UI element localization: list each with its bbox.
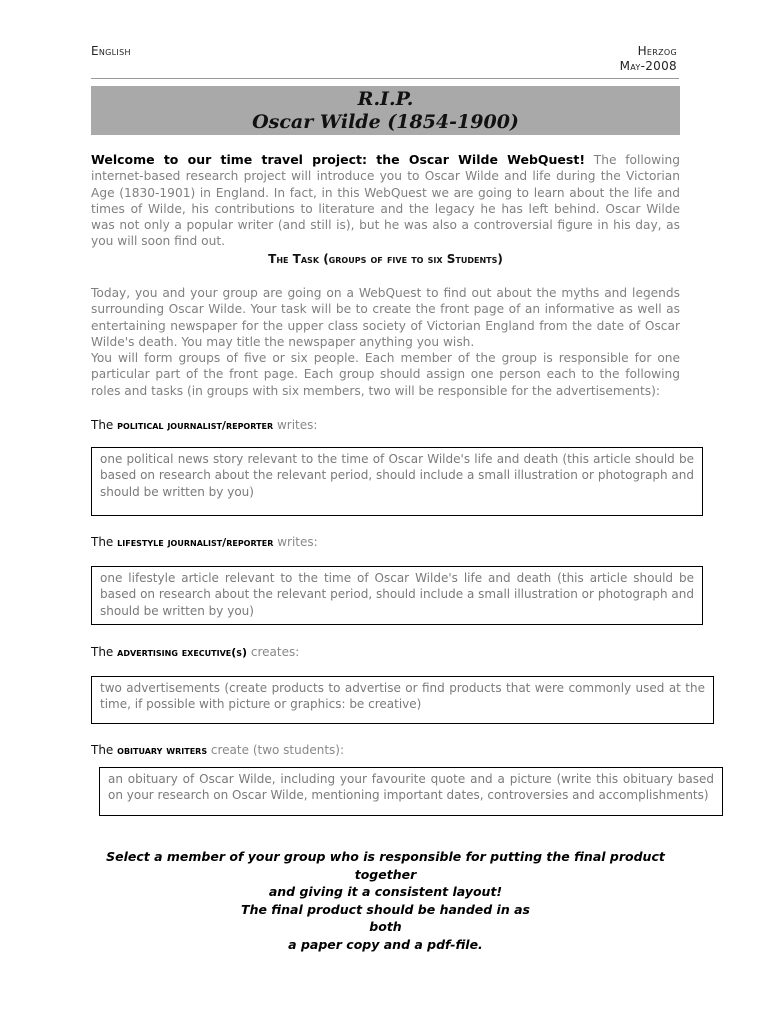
role-the: The	[91, 418, 114, 432]
title-banner	[91, 86, 680, 135]
header-date: May-2008	[619, 59, 677, 73]
header-rule	[91, 78, 679, 79]
role-the: The	[91, 743, 114, 757]
role-verb: writes:	[273, 535, 318, 549]
final-line: a paper copy and a pdf-file.	[288, 936, 483, 952]
role-advertising-label	[91, 645, 299, 659]
final-line: and giving it a consistent layout!	[268, 884, 503, 899]
role-obituary-label	[91, 743, 344, 757]
final-instructions	[91, 848, 680, 953]
banner-title: Oscar Wilde (1854-1900)	[252, 111, 519, 133]
role-lifestyle-task-box: one lifestyle article relevant to the time of Oscar Wilde's life and death (this article should be based on research about the relevant period, should include a small illustration or photograph and should be written by you)	[91, 566, 703, 625]
role-name: lifestyle journalist/reporter	[117, 536, 274, 549]
role-obituary-task-box: an obituary of Oscar Wilde, including your favourite quote and a picture (write this obituary based on your research on Oscar Wilde, mentioning important dates, controversies and accomplishments)	[99, 767, 723, 816]
role-verb: creates:	[247, 645, 300, 659]
task-heading: The Task (groups of five to six Students)	[268, 252, 503, 266]
header-teacher: Herzog	[637, 44, 677, 58]
role-the: The	[91, 535, 114, 549]
intro-body: The following internet-based research project will introduce you to Oscar Wilde and life during the Victorian Age (1830-1901) in England. In fact, in this WebQuest we are going to learn about the life and times of Wilde, his contributions to literature and the legacy he has left behind. Oscar Wilde was not only a popular writer (and still is), but he was also a controversial figure in his day, as you will soon find out.	[91, 153, 680, 249]
task-paragraph-1: Today, you and your group are going on a WebQuest to find out about the myths and legends surrounding Oscar Wilde. Your task will be to create the front page of an informative as well as entertaining newspaper for the upper class society of Victorian England from the date of Oscar Wilde's death. You may title the newspaper anything you wish.	[91, 286, 680, 349]
role-name: political journalist/reporter	[117, 419, 274, 432]
header-right	[620, 44, 677, 74]
banner-rip: R.I.P.	[357, 88, 414, 110]
role-name: advertising executive(s)	[117, 646, 248, 659]
role-name: obituary writers	[117, 744, 208, 757]
role-verb: writes:	[273, 418, 318, 432]
final-line: The final product should be handed in as	[241, 901, 530, 917]
intro-paragraph	[91, 152, 680, 250]
role-verb: create (two students):	[207, 743, 345, 757]
final-line: both	[369, 919, 402, 934]
header-subject: English	[91, 44, 131, 58]
final-line: Select a member of your group who is responsible for putting the final product together	[106, 849, 665, 882]
role-political-task-box: one political news story relevant to the time of Oscar Wilde's life and death (this article should be based on research about the relevant period, should include a small illustration or photograph and should be written by you)	[91, 447, 703, 516]
role-advertising-task-box: two advertisements (create products to advertise or find products that were commonly used at the time, if possible with picture or graphics: be creative)	[91, 676, 714, 724]
role-political-label	[91, 418, 317, 432]
intro-lead: Welcome to our time travel project: the Oscar Wilde WebQuest!	[91, 152, 586, 167]
role-lifestyle-label	[91, 535, 318, 549]
role-the: The	[91, 645, 114, 659]
task-paragraph-2: You will form groups of five or six people. Each member of the group is responsible for one particular part of the front page. Each group should assign one person each to the following roles and tasks (in groups with six members, two will be responsible for the advertisements):	[91, 351, 680, 398]
